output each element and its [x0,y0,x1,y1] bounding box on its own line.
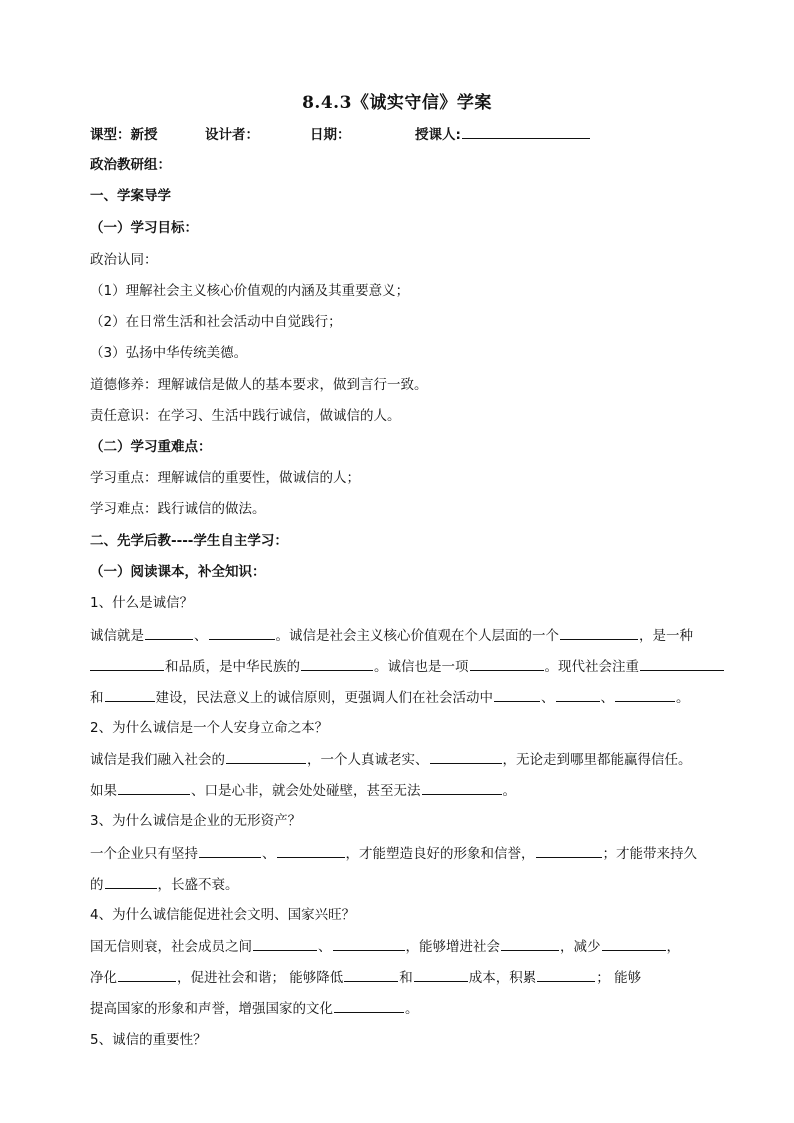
subsection-reading: （一）阅读课本，补全知识： [90,564,266,580]
fill-line: 国无信则衰，社会成员之间 、 ，能够增进社会 ，减少 ， [90,936,710,957]
answer-blank[interactable] [226,749,306,764]
fill-line: 一个企业只有坚持 、 ，才能塑造良好的形象和信誉， ；才能带来持久 [90,843,710,864]
moral-cultivation: 道德修养：理解诚信是做人的基本要求，做到言行一致。 [90,377,428,393]
fill-line: 净化 ，促进社会和谐； 能够降低 和 成本，积累 ； 能够 [90,967,710,988]
answer-blank[interactable] [344,967,398,982]
question-1: 1、什么是诚信？ [90,595,194,611]
answer-blank[interactable] [333,936,405,951]
answer-blank[interactable] [430,749,502,764]
teacher-label: 授课人: [415,127,461,143]
fill-line: 诚信是我们融入社会的 ，一个人真诚老实、 ，无论走到哪里都能赢得信任。 [90,749,710,770]
answer-blank[interactable] [118,780,190,795]
fill-line: 诚信就是 、 。诚信是社会主义核心价值观在个人层面的一个 ，是一种 [90,625,710,646]
answer-blank[interactable] [301,656,373,671]
answer-blank[interactable] [334,998,404,1013]
fill-line: 如果 、口是心非，就会处处碰壁，甚至无法 。 [90,780,710,801]
answer-blank[interactable] [209,625,275,640]
answer-blank[interactable] [556,687,600,702]
goal-item-1: （1）理解社会主义核心价值观的内涵及其重要意义； [90,283,410,299]
answer-blank[interactable] [615,687,675,702]
section-heading-2: 二、先学后教----学生自主学习： [90,533,288,549]
goal-item-2: （2）在日常生活和社会活动中自觉践行； [90,314,342,330]
answer-blank[interactable] [494,687,540,702]
responsibility: 责任意识：在学习、生活中践行诚信，做诚信的人。 [90,408,401,424]
difficulty-point: 学习难点：践行诚信的做法。 [90,501,266,517]
answer-blank[interactable] [414,967,468,982]
political-identity: 政治认同： [90,252,158,268]
teacher-blank [462,124,590,139]
answer-blank[interactable] [145,625,193,640]
fill-line: 和品质，是中华民族的 。诚信也是一项 。现代社会注重 [90,656,710,677]
fill-line: 提高国家的形象和声誉，增强国家的文化 。 [90,998,710,1019]
answer-blank[interactable] [640,656,724,671]
answer-blank[interactable] [501,936,559,951]
answer-blank[interactable] [90,656,164,671]
question-4: 4、为什么诚信能促进社会文明、国家兴旺？ [90,907,356,923]
page-title: 8.4.3《诚实守信》学案 [302,93,492,113]
answer-blank[interactable] [602,936,666,951]
subsection-goals: （一）学习目标： [90,220,198,236]
answer-blank[interactable] [253,936,317,951]
question-3: 3、为什么诚信是企业的无形资产？ [90,813,302,829]
question-5: 5、诚信的重要性？ [90,1032,207,1048]
key-point: 学习重点：理解诚信的重要性，做诚信的人； [90,470,360,486]
meta-row [90,124,710,145]
fill-line: 的 ，长盛不衰。 [90,874,710,895]
answer-blank[interactable] [422,780,502,795]
question-2: 2、为什么诚信是一个人安身立命之本？ [90,720,329,736]
answer-blank[interactable] [470,656,544,671]
group-label: 政治教研组： [90,157,171,173]
answer-blank[interactable] [560,625,638,640]
answer-blank[interactable] [537,967,595,982]
answer-blank[interactable] [105,874,157,889]
answer-blank[interactable] [118,967,176,982]
answer-blank[interactable] [277,843,345,858]
subsection-key-points: （二）学习重难点： [90,439,212,455]
designer-label: 设计者： [205,127,259,143]
answer-blank[interactable] [536,843,602,858]
section-heading-1: 一、学案导学 [90,188,171,204]
goal-item-3: （3）弘扬中华传统美德。 [90,345,248,361]
fill-line: 和 建设，民法意义上的诚信原则，更强调人们在社会活动中 、 、 。 [90,687,710,708]
date-label: 日期： [310,127,351,143]
answer-blank[interactable] [199,843,261,858]
lesson-type: 课型：新授 [90,127,158,143]
answer-blank[interactable] [105,687,155,702]
